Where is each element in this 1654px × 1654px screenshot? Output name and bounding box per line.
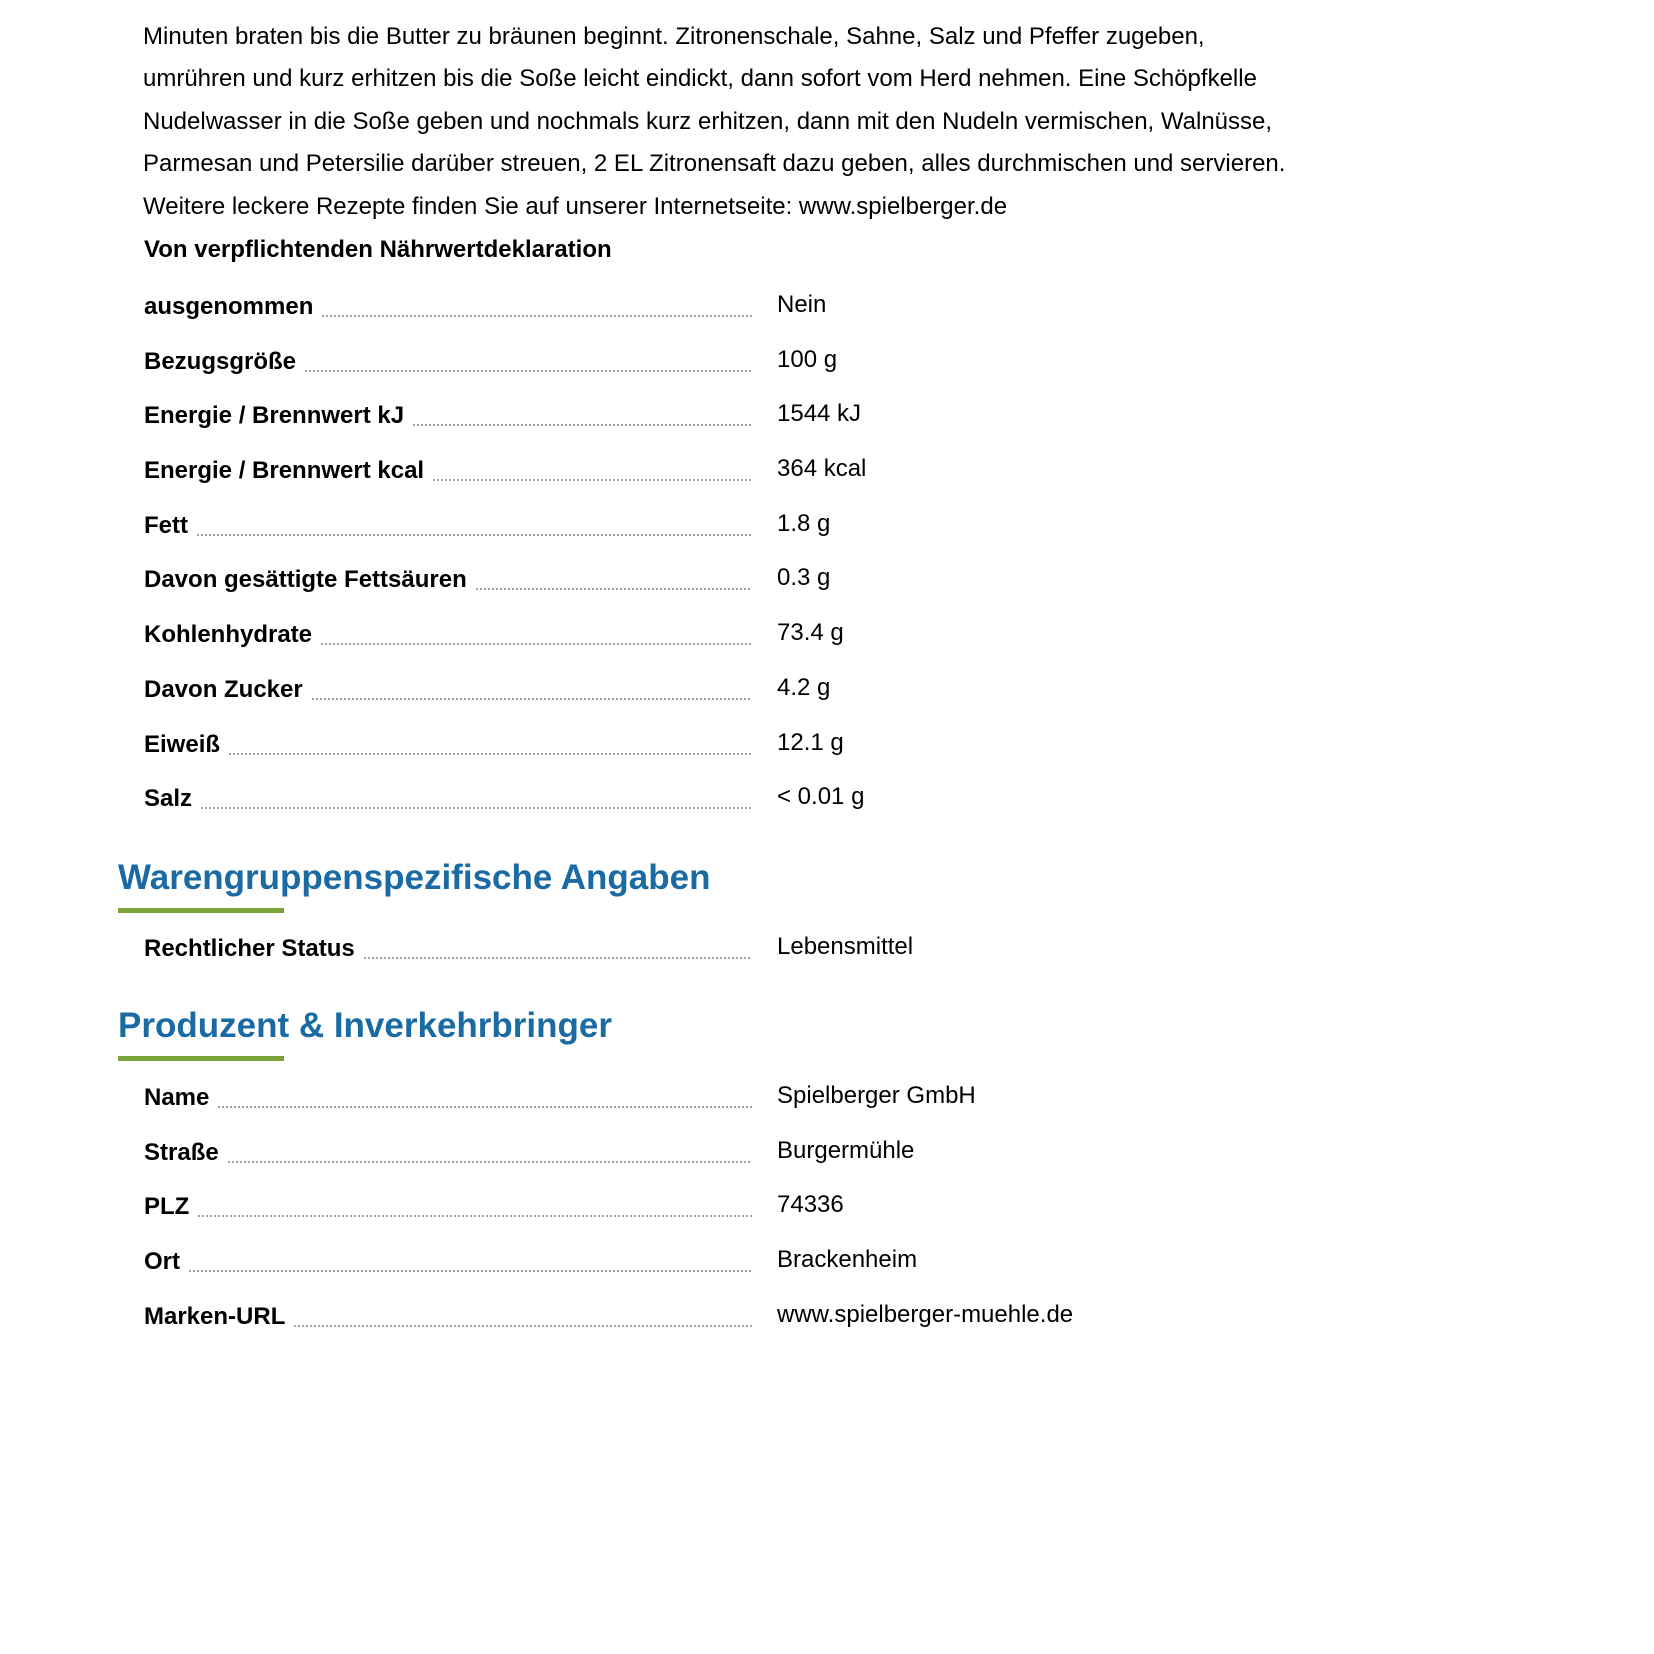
recipe-text-line: Parmesan und Petersilie darüber streuen, 2 EL Zitronensaft dazu geben, alles durchmischen und servieren. (143, 150, 1286, 178)
dot-leader (188, 1270, 752, 1272)
nutrition-declaration-heading: Von verpflichtenden Nährwertdeklaration (144, 236, 612, 263)
row-value: 12.1 g (777, 728, 844, 756)
table-row (144, 1242, 1344, 1297)
table-row (144, 396, 1344, 451)
table-row (144, 1133, 1344, 1188)
dot-leader (227, 1161, 752, 1163)
nutrition-table (144, 287, 1344, 834)
recipe-text (143, 16, 1523, 228)
dot-leader (293, 1325, 752, 1327)
dot-leader (412, 424, 752, 426)
section-title-category: Warengruppenspezifische Angaben (118, 858, 711, 897)
row-value: 364 kcal (777, 455, 867, 483)
row-value: www.spielberger-muehle.de (777, 1300, 1074, 1328)
row-label: Eiweiß (144, 731, 228, 759)
table-row (144, 1078, 1344, 1133)
table-row (144, 1187, 1344, 1242)
row-value: Nein (777, 291, 827, 318)
section-title-producer: Produzent & Inverkehrbringer (118, 1006, 612, 1045)
row-label: Name (144, 1084, 217, 1112)
row-value: < 0.01 g (777, 783, 865, 811)
row-label: Davon gesättigte Fettsäuren (144, 566, 475, 594)
table-row (144, 287, 1344, 342)
row-label: PLZ (144, 1193, 197, 1221)
row-value: 4.2 g (777, 673, 831, 701)
section-underline (118, 908, 284, 913)
producer-table (144, 1078, 1344, 1351)
row-label: Fett (144, 512, 196, 540)
row-value: 1544 kJ (777, 400, 862, 428)
row-value: 74336 (777, 1191, 844, 1219)
table-row (144, 725, 1344, 780)
table-row (144, 342, 1344, 397)
row-label: Salz (144, 785, 200, 813)
dot-leader (197, 1215, 752, 1217)
row-label: Energie / Brennwert kcal (144, 457, 432, 485)
dot-leader (311, 698, 752, 700)
table-row (144, 451, 1344, 506)
dot-leader (475, 588, 752, 590)
dot-leader (200, 807, 752, 809)
row-value: Burgermühle (777, 1136, 915, 1164)
recipe-text-line: Minuten braten bis die Butter zu bräunen beginnt. Zitronenschale, Sahne, Salz und Pfeffer zugeben, (143, 23, 1205, 50)
dot-leader (217, 1106, 752, 1108)
row-label: Rechtlicher Status (144, 935, 363, 963)
section-underline (118, 1056, 284, 1061)
category-table (144, 929, 1344, 984)
row-label: Straße (144, 1139, 227, 1167)
row-label: Bezugsgröße (144, 348, 304, 376)
dot-leader (363, 957, 752, 959)
recipe-text-line: Weitere leckere Rezepte finden Sie auf unserer Internetseite: www.spielberger.de (143, 192, 1008, 220)
table-row (144, 1297, 1344, 1352)
dot-leader (432, 479, 752, 481)
row-value: Brackenheim (777, 1246, 918, 1274)
row-value: Lebensmittel (777, 933, 914, 960)
dot-leader (320, 643, 752, 645)
table-row (144, 929, 1344, 984)
dot-leader (321, 315, 752, 317)
dot-leader (196, 534, 752, 536)
table-row (144, 560, 1344, 615)
recipe-text-line: Nudelwasser in die Soße geben und nochmals kurz erhitzen, dann mit den Nudeln vermischen, Walnüsse, (143, 107, 1273, 135)
table-row (144, 779, 1344, 834)
row-label: Energie / Brennwert kJ (144, 402, 412, 430)
recipe-text-line: umrühren und kurz erhitzen bis die Soße leicht eindickt, dann sofort vom Herd nehmen. Eine Schöpfkelle (143, 65, 1257, 93)
table-row (144, 615, 1344, 670)
row-label: Davon Zucker (144, 676, 311, 704)
row-value: 1.8 g (777, 509, 831, 537)
row-value: 73.4 g (777, 619, 844, 647)
dot-leader (228, 753, 752, 755)
row-label: Ort (144, 1248, 188, 1276)
row-label: Marken-URL (144, 1303, 293, 1331)
row-value: 0.3 g (777, 564, 831, 592)
row-label: ausgenommen (144, 293, 321, 321)
table-row (144, 506, 1344, 561)
row-value: Spielberger GmbH (777, 1082, 976, 1109)
row-value: 100 g (777, 345, 838, 373)
row-label: Kohlenhydrate (144, 621, 320, 649)
dot-leader (304, 370, 752, 372)
table-row (144, 670, 1344, 725)
